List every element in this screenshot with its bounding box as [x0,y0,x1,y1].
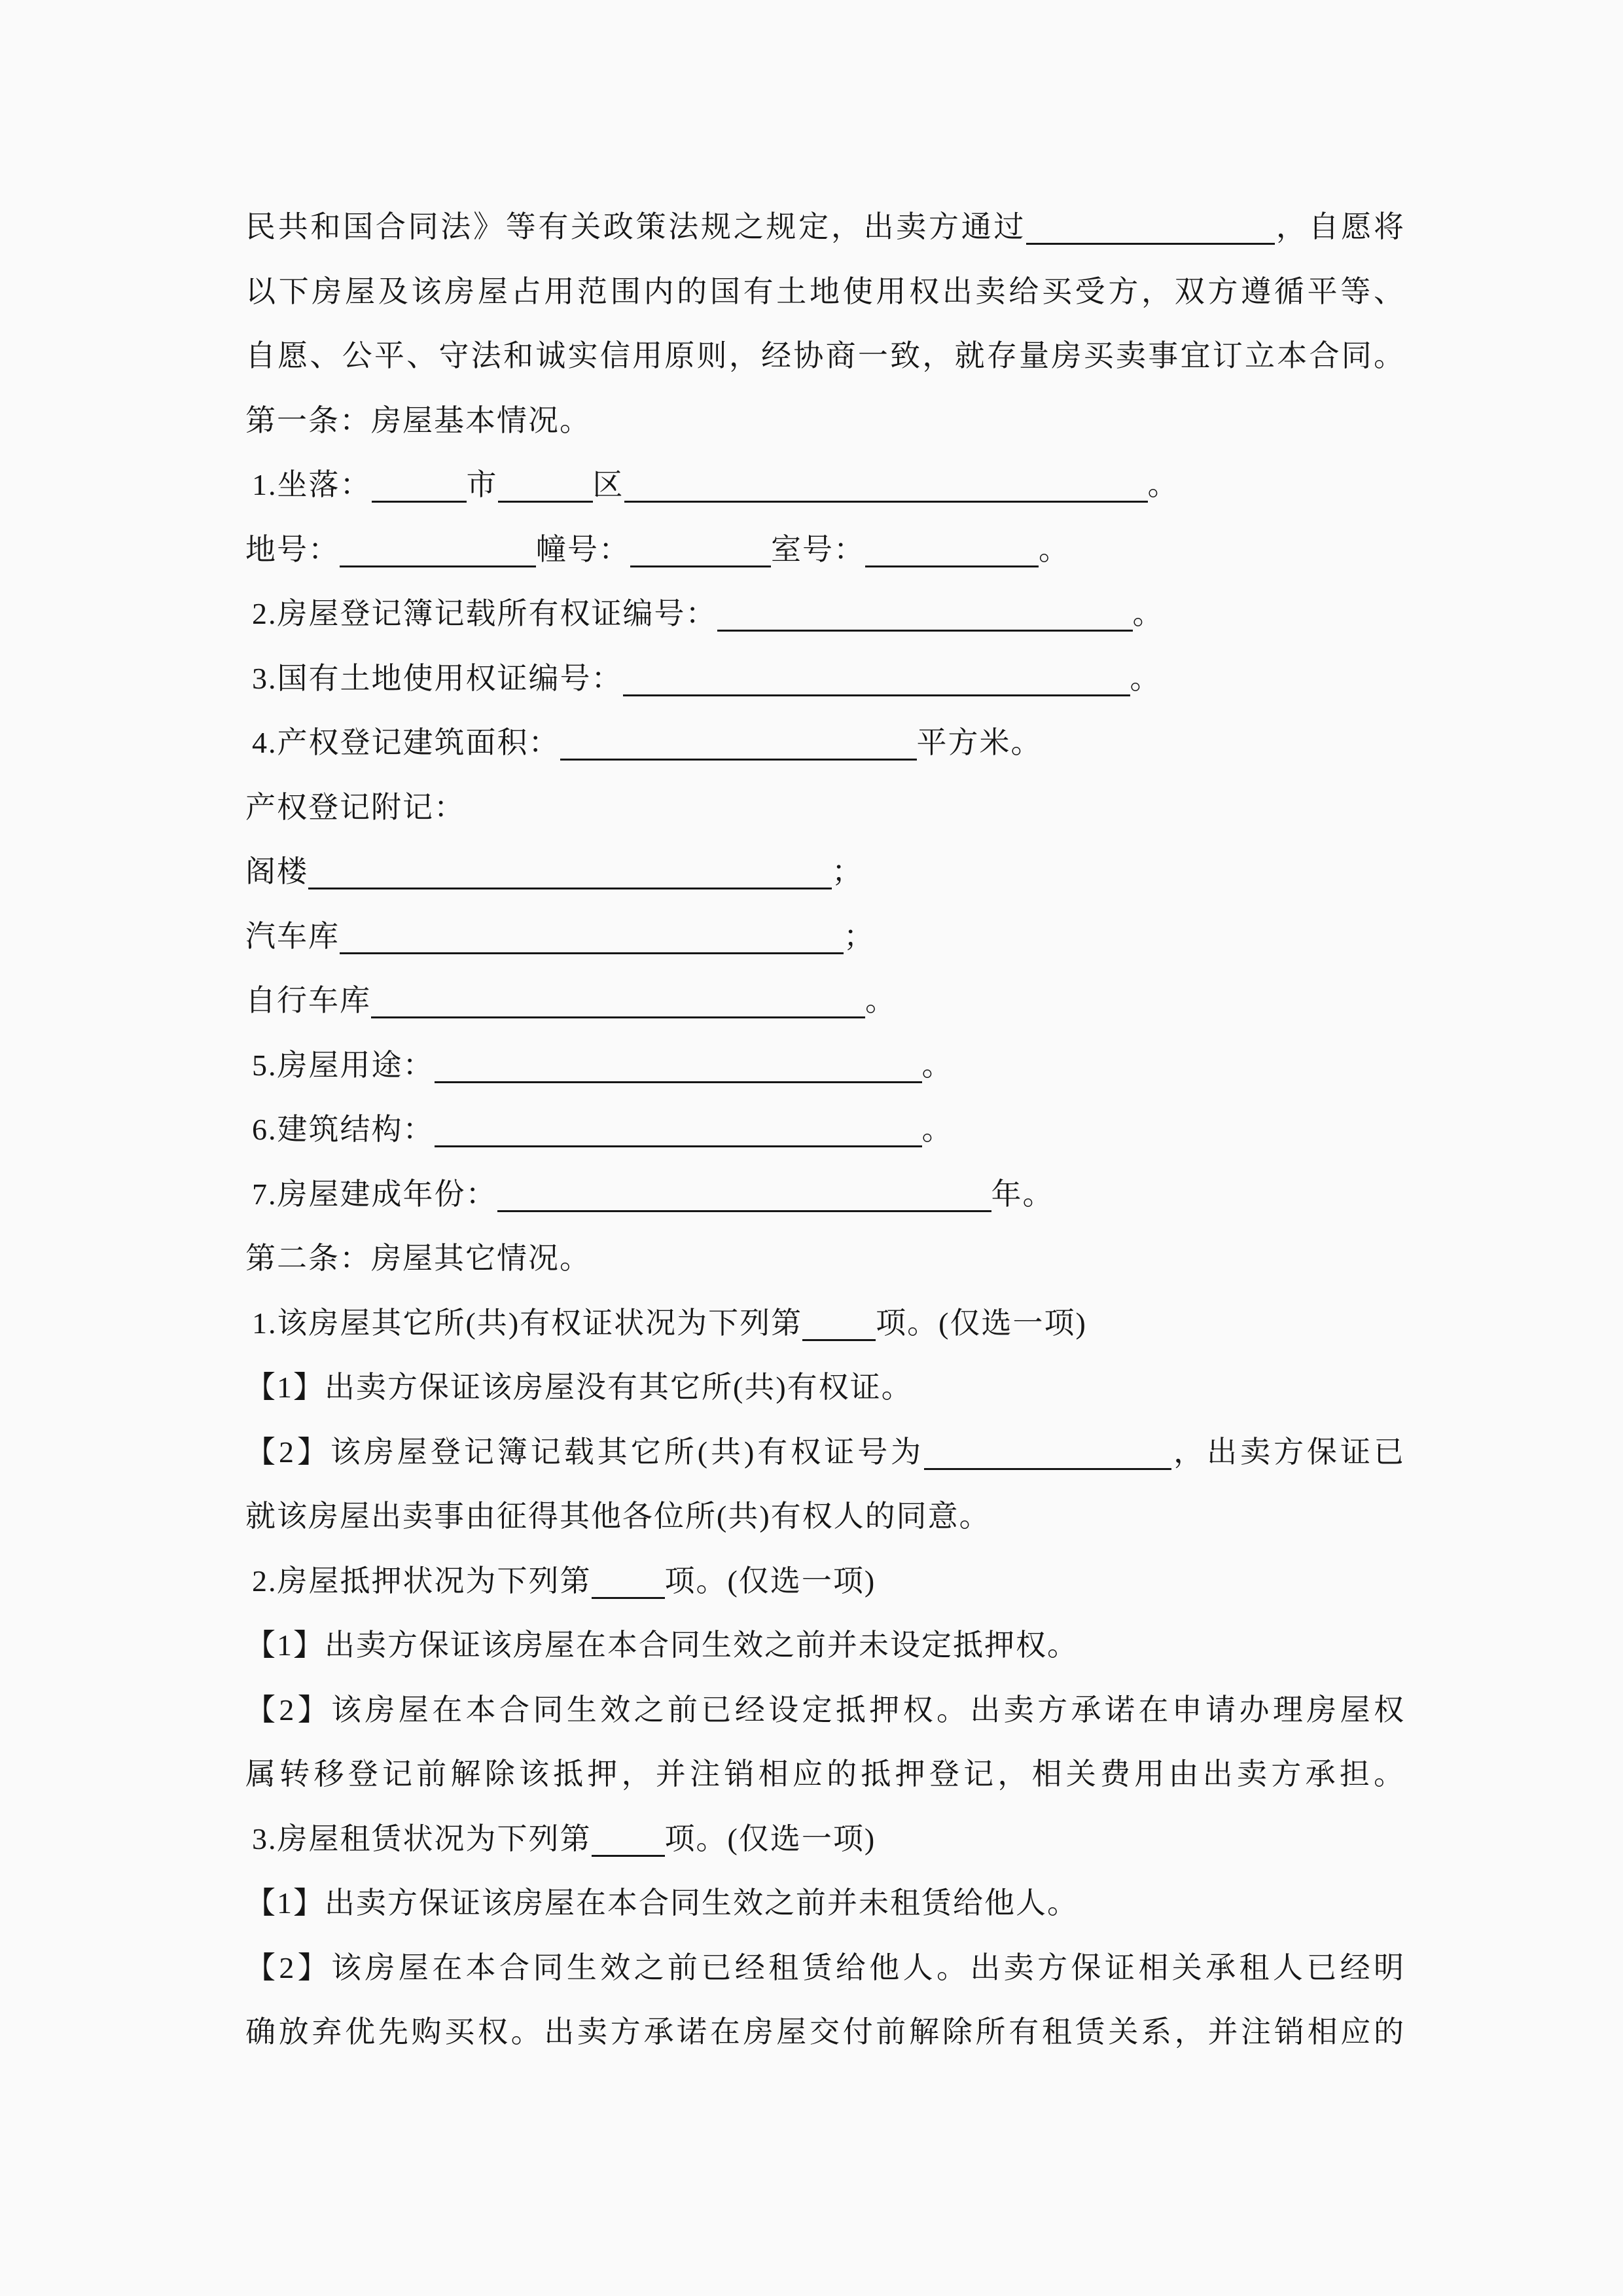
text-run: 第一条：房屋基本情况。 [245,403,591,437]
fill-in-blank-line [308,861,832,889]
text-line [245,1484,1405,1549]
text-line [245,1549,1405,1614]
text-run: 2.房屋登记簿记载所有权证编号： [252,597,717,630]
text-run: 。 [1147,468,1179,501]
text-run: 6.建筑结构： [252,1113,435,1146]
text-run: 【1】出卖方保证该房屋在本合同生效之前并未租赁给他人。 [245,1886,1079,1920]
text-run: 地号： [245,532,340,566]
text-line [245,1613,1405,1678]
text-run: 3.国有土地使用权证编号： [252,661,623,695]
text-run: 【2】该房屋在本合同生效之前已经租赁给他人。出卖方保证相关承租人已经明 [245,1950,1405,1984]
text-run: 。 [1130,661,1162,695]
text-line [245,518,1405,583]
text-line [245,1936,1405,2001]
fill-in-blank-line [924,1442,1171,1470]
text-run: 产权登记附记： [245,790,465,824]
fill-in-blank-line [865,539,1039,567]
fill-in-blank-line [435,1119,922,1147]
text-run: 确放弃优先购买权。出卖方承诺在房屋交付前解除所有租赁关系，并注销相应的 [245,2015,1405,2049]
text-run: 自行车库 [245,984,371,1017]
text-run: 项。(仅选一项) [664,1821,876,1856]
text-line [245,1291,1405,1356]
text-run: 1.坐落： [252,468,372,501]
text-run: 7.房屋建成年份： [252,1177,497,1211]
text-run: 幢号： [536,532,630,566]
text-run: 汽车库 [245,919,340,953]
text-run: 以下房屋及该房屋占用范围内的国有土地使用权出卖给买受方，双方遵循平等、 [245,274,1405,308]
text-line [245,1678,1405,1743]
text-line [245,1227,1405,1291]
text-run: 4.产权登记建筑面积： [252,726,560,759]
fill-in-blank-line [717,603,1133,632]
text-run: 年。 [991,1177,1054,1211]
text-line [245,1420,1405,1485]
text-line [245,1742,1405,1807]
text-run: 1.该房屋其它所(共)有权证状况为下列第 [252,1306,803,1340]
text-run: 项。(仅选一项) [876,1306,1087,1340]
text-line [245,1098,1405,1162]
text-line [245,1871,1405,1936]
contract-text-block [245,195,1405,2065]
text-run: 自愿、公平、守法和诚实信用原则，经协商一致，就存量房买卖事宜订立本合同。 [245,339,1405,372]
fill-in-blank-line [560,732,917,761]
fill-in-blank-line [340,926,844,954]
text-line [245,1807,1405,1872]
text-run: 5.房屋用途： [252,1048,435,1082]
fill-in-blank-line [497,1184,991,1212]
fill-in-blank-line [435,1055,922,1083]
text-line [245,905,1405,969]
fill-in-blank-line [372,475,467,503]
text-run: 就该房屋出卖事由征得其他各位所(共)有权人的同意。 [245,1499,991,1533]
text-run: ； [844,919,875,953]
text-run: 3.房屋租赁状况为下列第 [252,1821,592,1856]
text-run: 【1】出卖方保证该房屋在本合同生效之前并未设定抵押权。 [245,1628,1079,1662]
text-line [245,840,1405,905]
fill-in-blank-line [592,1571,665,1599]
text-run: 。 [865,984,897,1017]
text-run: 项。(仅选一项) [664,1564,876,1598]
text-run: 阁楼 [245,855,308,888]
text-run: ； [832,855,863,888]
text-run: 【2】该房屋在本合同生效之前已经设定抵押权。出卖方承诺在申请办理房屋权 [245,1693,1405,1727]
text-run: 室号： [771,532,865,566]
fill-in-blank-line [371,990,865,1018]
text-line [245,2000,1405,2065]
text-line [245,1033,1405,1098]
text-run: 。 [1039,532,1070,566]
text-run: 区 [592,468,624,501]
text-run: 【2】该房屋登记簿记载其它所(共)有权证号为 [245,1435,925,1469]
text-line [245,776,1405,840]
text-run: 【1】出卖方保证该房屋没有其它所(共)有权证。 [245,1371,913,1404]
fill-in-blank-line [802,1313,876,1341]
fill-in-blank-line [592,1829,665,1857]
text-run: 。 [921,1113,954,1146]
text-line [245,582,1405,647]
text-run: 民共和国合同法》等有关政策法规之规定，出卖方通过 [245,210,1027,243]
text-line [245,324,1405,389]
text-run: ，出卖方保证已 [1171,1435,1406,1469]
text-line [245,389,1405,454]
text-line [245,969,1405,1033]
text-line [245,260,1405,325]
text-run: 市 [466,468,498,501]
text-line [245,1162,1405,1227]
text-run: 属转移登记前解除该抵押，并注销相应的抵押登记，相关费用由出卖方承担。 [245,1757,1405,1791]
text-run: 平方米。 [916,726,1043,759]
text-run: 。 [1132,597,1164,630]
fill-in-blank-line [623,668,1130,696]
text-line [245,453,1405,518]
text-run: 2.房屋抵押状况为下列第 [252,1564,592,1598]
fill-in-blank-line [498,475,593,503]
fill-in-blank-line [624,475,1148,503]
text-line [245,647,1405,711]
fill-in-blank-line [630,539,771,567]
text-run: ，自愿将 [1275,210,1406,243]
fill-in-blank-line [340,539,536,567]
fill-in-blank-line [1026,217,1275,245]
text-line [245,1355,1405,1420]
text-line [245,711,1405,776]
text-run: 。 [921,1048,954,1082]
text-line [245,195,1405,260]
text-run: 第二条：房屋其它情况。 [245,1242,591,1275]
